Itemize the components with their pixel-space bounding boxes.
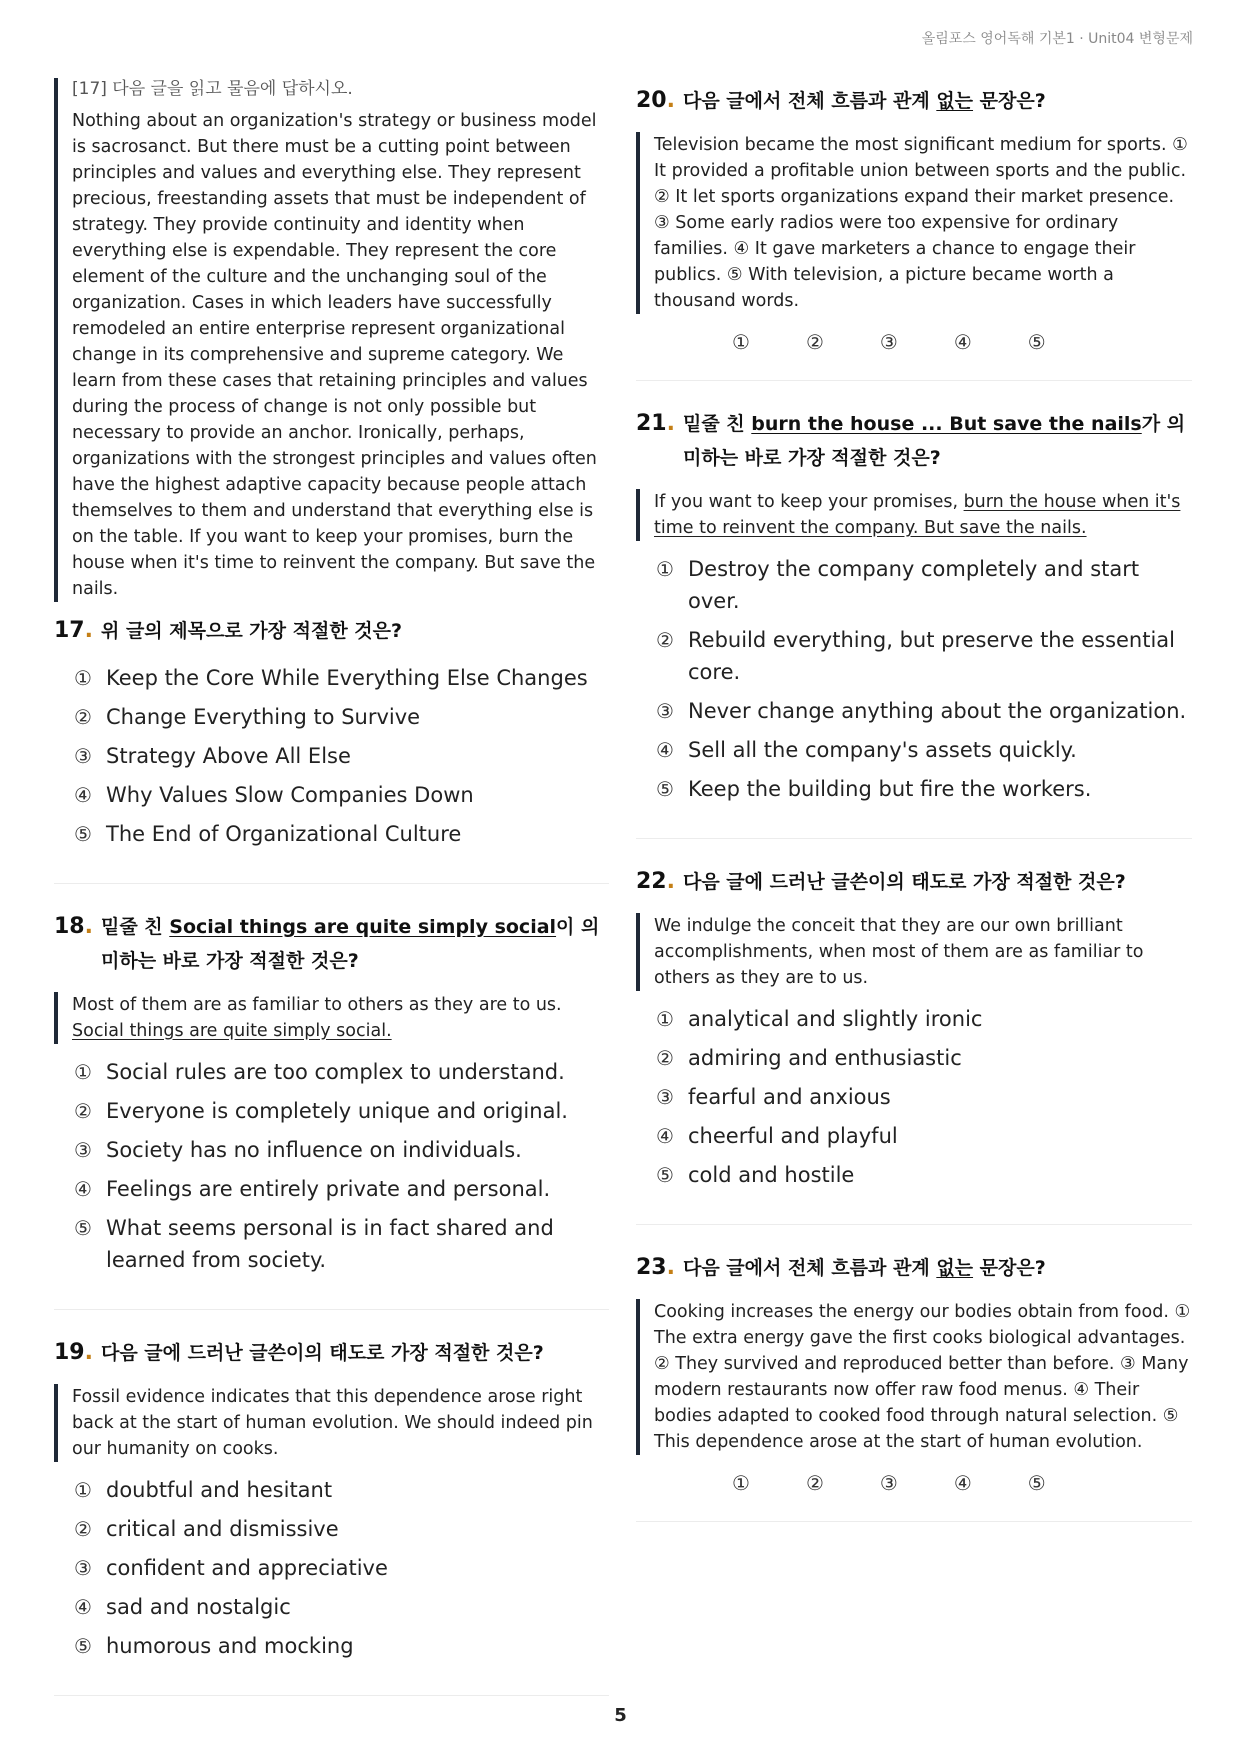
passage-18 [54,992,609,1044]
question-stem: 다음 글에 드러난 글쓴이의 태도로 가장 적절한 것은? [100,1341,544,1364]
option-marker: ② [74,1098,92,1123]
option[interactable] [74,1474,609,1506]
option-marker: ③ [656,1085,674,1109]
stem-post: 가 의미하는 바로 가장 적절한 것은? [682,413,1186,469]
option-text: Social rules are too complex to understand. [106,1059,565,1084]
question-21-header [636,407,1192,475]
question-stem: 위 글의 제목으로 가장 적절한 것은? [100,619,403,642]
option-marker: ④ [74,1594,92,1619]
stem-post: 문장은? [973,1257,1046,1279]
stem-underlined: Social things are quite simply social [169,915,557,938]
question-number: 21 [636,411,667,436]
question-22-header [636,865,1192,899]
question-number-dot: . [84,1339,93,1365]
option-text: Never change anything about the organization. [688,699,1187,723]
option-text: fearful and anxious [688,1085,891,1109]
answer-marker[interactable]: ④ [953,330,972,354]
option-text: cheerful and playful [688,1124,898,1148]
question-number: 22 [636,869,667,894]
passage-20 [636,132,1192,314]
option[interactable] [656,734,1192,766]
option[interactable] [656,1081,1192,1113]
option[interactable] [74,1212,609,1276]
option-marker: ② [74,704,92,729]
question-number-dot: . [84,913,93,939]
option[interactable] [74,662,609,694]
option-marker: ① [74,1477,92,1502]
options-22 [636,1003,1192,1191]
answer-marker[interactable]: ④ [953,1471,972,1495]
question-number: 19 [54,1339,85,1365]
option[interactable] [74,701,609,733]
option-text: sad and nostalgic [106,1594,291,1619]
option-text: Destroy the company completely and start over. [688,557,1140,613]
passage-17-lead: [17] 다음 글을 읽고 물음에 답하시오. [72,79,353,99]
option-marker: ③ [656,699,674,723]
question-stem [101,910,609,978]
question-number-dot: . [666,869,675,894]
passage-19-text: Fossil evidence indicates that this dependence arose right back at the start of human evolution. We should indeed pin our humanity on cooks. [72,1386,593,1459]
option-marker: ③ [74,1555,92,1580]
answer-markers-23 [636,1471,1192,1495]
option-text: Sell all the company's assets quickly. [688,738,1077,762]
question-stem: 다음 글에 드러난 글쓴이의 태도로 가장 적절한 것은? [682,871,1126,893]
question-number-dot: . [84,617,93,643]
passage-21 [636,489,1192,541]
question-17-block [54,78,609,884]
option-marker: ① [74,1059,92,1084]
question-stem [683,407,1192,475]
stem-underlined: burn the house ... But save the nails [751,413,1142,435]
question-stem [683,1251,1046,1285]
option-marker: ④ [656,1124,674,1148]
question-number: 20 [636,88,667,113]
left-column [54,78,609,1722]
option-marker: ⑤ [74,821,92,846]
passage-19 [54,1384,609,1462]
option[interactable] [74,818,609,850]
option-text: admiring and enthusiastic [688,1046,962,1070]
question-20-block [636,84,1192,381]
answer-marker[interactable]: ② [805,1471,824,1495]
stem-post: 이 의미하는 바로 가장 적절한 것은? [100,915,600,972]
question-21-block [636,407,1192,839]
option[interactable] [656,1042,1192,1074]
stem-pre: 다음 글에서 전체 흐름과 관계 [682,90,937,112]
option-text: Keep the building but fire the workers. [688,777,1092,801]
passage-underlined: Social things are quite simply social. [72,1020,392,1041]
option-marker: ① [656,557,674,581]
question-22-block [636,865,1192,1225]
option-text: analytical and slightly ironic [688,1007,983,1031]
option[interactable] [74,1173,609,1205]
option-marker: ② [656,1046,674,1070]
option-text: Society has no influence on individuals. [106,1137,522,1162]
option[interactable] [74,1552,609,1584]
answer-markers-20 [636,330,1192,354]
right-column [636,78,1192,1548]
question-number: 18 [54,913,85,939]
option-text: Keep the Core While Everything Else Changes [106,665,588,690]
options-17 [54,662,609,850]
passage-20-text: Television became the most significant medium for sports. ① It provided a profitable union between sports and the public. ② It let sports organizations expand their market presence. ③ Some early radios were too expensive for ordinary families. ④ It gave marketers a chance to engage their publics. ⑤ With television, a picture became worth a thousand words. [654,135,1188,311]
question-20-header [636,84,1192,118]
option-marker: ② [656,628,674,652]
question-19-block [54,1336,609,1696]
passage-18-text [72,992,609,1044]
option[interactable] [74,1095,609,1127]
option[interactable] [656,1003,1192,1035]
passage-17-text: Nothing about an organization's strategy or business model is sacrosanct. But there must be a cutting point between principles and values and everything else. They represent precious, freestanding assets that must be independent of strategy. They provide continuity and identity when everything else is expendable. They represent the core element of the culture and the unchanging soul of the organization. Cases in which leaders have successfully remodeled an entire enterprise represent organizational change in its comprehensive and supreme category. We learn from these cases that retaining principles and values during the process of change is not only possible but necessary to provide an anchor. Ironically, perhaps, organizations with the strongest principles and values often have the highest adaptive capacity because people attach themselves to them and understand that everything else is on the table. If you want to keep your promises, burn the house when it's time to reinvent the company. But save the nails. [72,110,597,599]
stem-pre: 밑줄 친 [100,915,170,938]
passage-underlined: burn the house when it's time to reinvent the company. But save the nails. [654,492,1181,538]
passage-22-text: We indulge the conceit that they are our own brilliant accomplishments, when most of them are as familiar to others as they are to us. [654,916,1144,988]
answer-marker[interactable]: ③ [879,330,898,354]
option-text: humorous and mocking [106,1633,354,1658]
question-17-header [54,614,609,648]
passage-23-text: Cooking increases the energy our bodies obtain from food. ① The extra energy gave the first cooks biological advantages. ② They survived and reproduced better than before. ③ Many modern restaurants now offer raw food menus. ④ Their bodies adapted to cooked food through natural selection. ⑤ This dependence arose at the start of human evolution. [654,1302,1191,1452]
option-marker: ① [74,665,92,690]
option[interactable] [74,1513,609,1545]
question-23-header [636,1251,1192,1285]
page-header: 올림포스 영어독해 기본1 · Unit04 변형문제 [921,31,1193,47]
option-text: The End of Organizational Culture [106,821,462,846]
option-text: What seems personal is in fact shared and learned from society. [106,1215,554,1272]
stem-post: 문장은? [973,90,1046,112]
option-marker: ② [74,1516,92,1541]
option[interactable] [656,1159,1192,1191]
question-number-dot: . [666,411,675,436]
option-marker: ③ [74,1137,92,1162]
option-marker: ⑤ [656,777,674,801]
answer-marker[interactable]: ② [805,330,824,354]
question-18-header [54,910,609,978]
question-number-dot: . [666,1255,675,1280]
stem-underlined: 없는 [936,1257,974,1279]
options-19 [54,1474,609,1662]
option[interactable] [74,1056,609,1088]
option[interactable] [656,773,1192,805]
option[interactable] [74,1630,609,1662]
option[interactable] [656,553,1192,617]
option-text: Strategy Above All Else [106,743,351,768]
question-number: 23 [636,1255,667,1280]
passage-pre: If you want to keep your promises, [654,492,964,512]
answer-marker[interactable]: ⑤ [1027,1471,1046,1495]
passage-23 [636,1299,1192,1455]
passage-pre: Most of them are as familiar to others as they are to us. [72,994,562,1015]
stem-underlined: 없는 [936,90,974,112]
passage-17 [54,78,609,602]
option-marker: ⑤ [656,1163,674,1187]
option-text: confident and appreciative [106,1555,388,1580]
option-text: Rebuild everything, but preserve the essential core. [688,628,1176,684]
option-marker: ④ [74,1176,92,1201]
option-marker: ④ [74,782,92,807]
options-18 [54,1056,609,1276]
option-text: critical and dismissive [106,1516,339,1541]
stem-pre: 밑줄 친 [682,413,752,435]
option-text: doubtful and hesitant [106,1477,333,1502]
answer-marker[interactable]: ③ [879,1471,898,1495]
passage-22 [636,913,1192,991]
answer-marker[interactable]: ⑤ [1027,330,1046,354]
answer-marker[interactable]: ① [732,330,750,354]
option-text: Change Everything to Survive [106,704,421,729]
option-text: Feelings are entirely private and personal. [106,1176,551,1201]
option-marker: ⑤ [74,1215,92,1240]
question-number: 17 [54,617,85,643]
option[interactable] [656,1120,1192,1152]
option-marker: ① [656,1007,674,1031]
option[interactable] [656,695,1192,727]
option[interactable] [74,1591,609,1623]
options-21 [636,553,1192,805]
question-number-dot: . [666,88,675,113]
stem-pre: 다음 글에서 전체 흐름과 관계 [682,1257,937,1279]
page-number: 5 [614,1705,627,1726]
question-stem [683,84,1046,118]
option[interactable] [74,740,609,772]
option[interactable] [656,624,1192,688]
question-18-block [54,910,609,1310]
passage-21-text [654,489,1192,541]
option-marker: ③ [74,743,92,768]
option[interactable] [74,779,609,811]
option-text: cold and hostile [688,1163,855,1187]
answer-marker[interactable]: ① [732,1471,750,1495]
option-marker: ⑤ [74,1633,92,1658]
question-23-block [636,1251,1192,1522]
option-marker: ④ [656,738,674,762]
option-text: Everyone is completely unique and original. [106,1098,568,1123]
option-text: Why Values Slow Companies Down [106,782,474,807]
question-19-header [54,1336,609,1370]
option[interactable] [74,1134,609,1166]
